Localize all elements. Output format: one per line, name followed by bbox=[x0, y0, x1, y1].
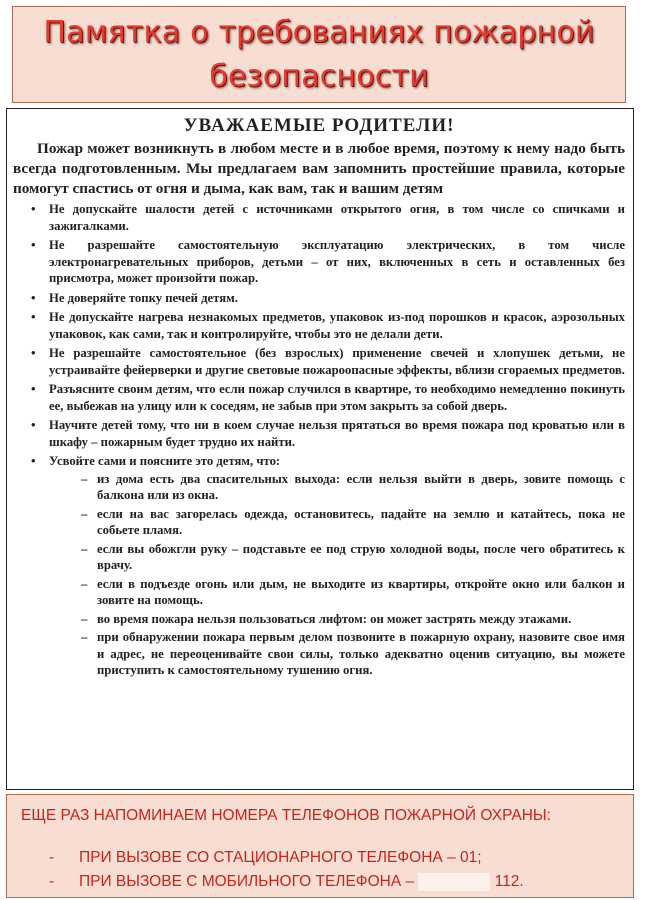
dash-icon: - bbox=[49, 849, 55, 866]
sub-rule-item bbox=[49, 506, 625, 539]
rule-item bbox=[13, 237, 625, 287]
rule-item bbox=[13, 290, 625, 307]
rule-item bbox=[13, 453, 625, 679]
sub-rule-item bbox=[49, 471, 625, 504]
rule-item bbox=[13, 309, 625, 342]
bullet-icon: • bbox=[31, 345, 36, 360]
sub-rule-text: при обнаружении пожара первым делом позвоните в пожарную охрану, назовите свое имя и адрес, не переоценивайте свои силы, только адекватно оценив ситуацию, вы можете приступить к самостоятельному тушению огня. bbox=[97, 630, 625, 677]
rule-item bbox=[13, 381, 625, 414]
landline-phone-line bbox=[49, 849, 482, 867]
dash-icon: – bbox=[81, 541, 88, 556]
rule-text: Не разрешайте самостоятельную эксплуатацию электрических, в том числе электронагревательных приборов, детьми – от них, включенных в сеть и оставленных без присмотра, может произойти пожар. bbox=[49, 238, 625, 285]
rule-text: Не разрешайте самостоятельное (без взрослых) применение свечей и хлопушек детьми, не устраивайте фейерверки и другие световые пожароопасные эффекты, вблизи сгораемых предметов. bbox=[49, 346, 625, 377]
sub-rule-item bbox=[49, 541, 625, 574]
rule-text: Не допускайте нагрева незнакомых предметов, упаковок из-под порошков и красок, аэрозольных упаковок, как сами, так и контролируйте, чтобы это не делали дети. bbox=[49, 310, 625, 341]
page-title-line-1: Памятка о требованиях пожарной bbox=[43, 15, 595, 50]
rule-item bbox=[13, 417, 625, 450]
rule-item bbox=[13, 201, 625, 234]
sub-rule-text: во время пожара нельзя пользоваться лифтом: он может застрять между этажами. bbox=[97, 611, 572, 626]
fire-phones-panel bbox=[6, 794, 634, 898]
dash-icon: - bbox=[49, 873, 55, 891]
sub-rule-text: из дома есть два спасительных выхода: если нельзя выйти в дверь, зовите помощь с балкона или из окна. bbox=[97, 471, 625, 502]
sub-rule-item bbox=[49, 629, 625, 679]
dash-icon: – bbox=[81, 630, 88, 644]
intro-paragraph: Пожар может возникнуть в любом месте и в любое время, поэтому к нему надо быть всегда подготовленным. Мы предлагаем вам запомнить простейшие правила, которые помогут спастись от огня и дыма, как вам, так и вашим детям bbox=[13, 140, 625, 197]
bullet-icon: • bbox=[31, 201, 36, 216]
sub-rule-item bbox=[49, 611, 625, 628]
bullet-icon: • bbox=[31, 417, 36, 432]
mobile-phone-number: 112. bbox=[494, 873, 524, 891]
sub-rule-item bbox=[49, 576, 625, 609]
bullet-icon: • bbox=[31, 237, 36, 252]
landline-phone-text: ПРИ ВЫЗОВЕ СО СТАЦИОНАРНОГО ТЕЛЕФОНА – 01; bbox=[79, 849, 482, 866]
mobile-phone-prefix: ПРИ ВЫЗОВЕ С МОБИЛЬНОГО ТЕЛЕФОНА – bbox=[79, 873, 415, 891]
sub-rule-text: если вы обожгли руку – подставьте ее под струю холодной воды, после чего обратитесь к врачу. bbox=[97, 541, 625, 572]
sub-rule-text: если в подъезде огонь или дым, не выходите из квартиры, откройте окно или балкон и зовите на помощь. bbox=[97, 576, 625, 607]
dash-icon: – bbox=[81, 611, 88, 626]
dash-icon: – bbox=[81, 576, 88, 591]
bullet-icon: • bbox=[31, 289, 36, 305]
phones-panel-title: ЕЩЕ РАЗ НАПОМИНАЕМ НОМЕРА ТЕЛЕФОНОВ ПОЖАРНОЙ ОХРАНЫ: bbox=[21, 807, 551, 824]
title-banner bbox=[12, 6, 626, 103]
rule-text: Не допускайте шалости детей с источниками открытого огня, в том числе со спичками и зажигалками. bbox=[49, 202, 625, 233]
page-title-line-2: безопасности bbox=[209, 59, 429, 94]
rules-list bbox=[13, 201, 625, 679]
rule-text: Разъясните своим детям, что если пожар случился в квартире, то необходимо немедленно покинуть ее, выбежав на улицу или к соседям, не забыв при этом закрыть за собой дверь. bbox=[49, 382, 625, 413]
bullet-icon: • bbox=[31, 453, 36, 468]
safety-memo-document bbox=[6, 108, 634, 790]
dash-icon: – bbox=[81, 471, 88, 486]
bullet-icon: • bbox=[31, 309, 36, 324]
rule-text: Усвойте сами и поясните это детям, что: bbox=[49, 454, 281, 468]
dash-icon: – bbox=[81, 506, 88, 521]
bullet-icon: • bbox=[31, 381, 36, 396]
sub-rules-list bbox=[49, 471, 625, 679]
sub-rule-text: если на вас загорелась одежда, остановитесь, падайте на землю и катайтесь, пока не собьете пламя. bbox=[97, 506, 625, 537]
rule-item bbox=[13, 345, 625, 378]
rule-text: Не доверяйте топку печей детям. bbox=[49, 290, 238, 305]
document-heading: УВАЖАЕМЫЕ РОДИТЕЛИ! bbox=[183, 115, 455, 136]
rule-text: Научите детей тому, что ни в коем случае нельзя прятаться во время пожара под кроватью или в шкафу – пожарным будет трудно их найти. bbox=[49, 418, 625, 449]
redacted-area bbox=[418, 873, 490, 891]
mobile-phone-line bbox=[49, 873, 524, 891]
